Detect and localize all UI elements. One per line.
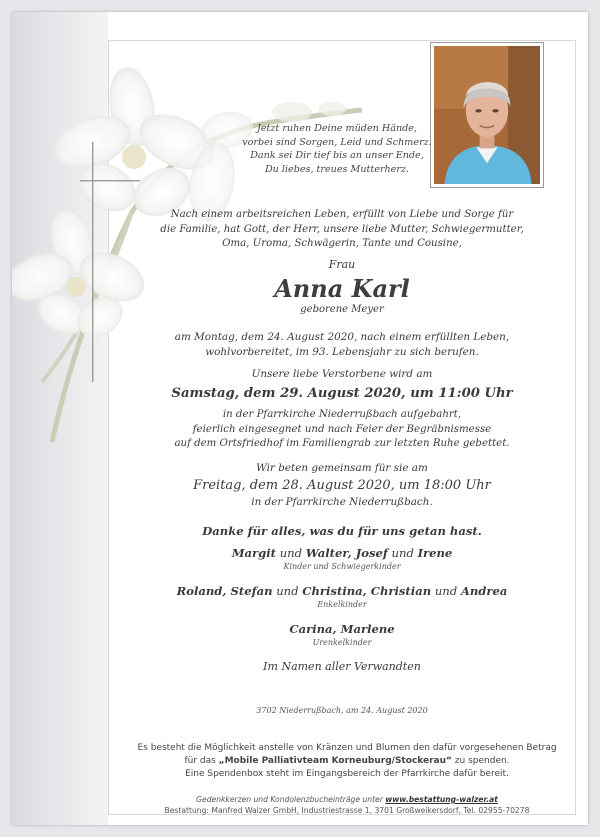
death-notice	[122, 330, 562, 359]
family-member-names: Irene	[417, 546, 453, 560]
donation-text: zu spenden.	[451, 756, 510, 766]
family-member-names: Margit	[231, 546, 277, 560]
funeral-line: feierlich eingesegnet und nach Feier der Begräbnismesse	[192, 423, 492, 435]
family-children	[122, 546, 562, 560]
place-date: 3702 Niederrußbach, am 24. August 2020	[256, 706, 428, 715]
footer	[122, 794, 572, 816]
family-connector: und	[387, 546, 418, 560]
funeral-intro: Unsere liebe Verstorbene wird am	[251, 368, 433, 380]
family-great-grandchildren-role: Urenkelkinder	[312, 638, 372, 647]
funeral-line: auf dem Ortsfriedhof im Familiengrab zur letzten Ruhe gebettet.	[174, 438, 510, 449]
family-grandchildren	[122, 584, 562, 598]
intro-line: die Familie, hat Gott, der Herr, unsere liebe Mutter, Schwiegermutter,	[160, 223, 524, 235]
family-member-names: Carina, Marlene	[289, 622, 395, 636]
verse-line: Jetzt ruhen Deine müden Hände,	[257, 123, 417, 134]
donation-text: für das	[184, 756, 219, 766]
donation-line: Eine Spendenbox steht im Eingangsbereich der Pfarrkirche dafür bereit.	[185, 769, 509, 779]
family-member-names: Walter, Josef	[305, 546, 388, 560]
family-connector: und	[431, 584, 461, 598]
intro-text	[122, 208, 562, 252]
footer-line	[122, 794, 572, 805]
family-connector: und	[276, 546, 306, 560]
deceased-name: Anna Karl	[274, 274, 410, 303]
family-member-names: Christina, Christian	[302, 584, 432, 598]
obituary-card	[12, 12, 588, 825]
footer-lead: Gedenkkerzen und Kondolenzbucheinträge unter	[196, 795, 386, 804]
family-children-role: Kinder und Schwiegerkinder	[283, 562, 401, 571]
family-connector: und	[272, 584, 303, 598]
donation-line: Es besteht die Möglichkeit anstelle von Kränzen und Blumen den dafür vorgesehenen Betrag	[137, 743, 557, 753]
thanks-line: Danke für alles, was du für uns getan hast.	[202, 524, 482, 538]
funeral-line: in der Pfarrkirche Niederrußbach aufgebahrt,	[222, 409, 462, 420]
verse-line: Du liebes, treues Mutterherz.	[264, 163, 410, 175]
verse-line: vorbei sind Sorgen, Leid und Schmerz.	[242, 136, 432, 148]
donation-notice	[122, 742, 572, 781]
intro-line: Nach einem arbeitsreichen Leben, erfüllt von Liebe und Sorge für	[170, 209, 514, 220]
family-member-names: Andrea	[460, 584, 508, 598]
website-link[interactable]: www.bestattung-walzer.at	[385, 795, 498, 804]
intro-line: Oma, Uroma, Schwägerin, Tante und Cousine,	[222, 238, 462, 249]
donation-line	[122, 755, 572, 768]
funeral-details	[122, 408, 562, 452]
family-great-grandchildren	[122, 622, 562, 636]
family-grandchildren-role: Enkelkinder	[317, 600, 367, 609]
verse-line: Dank sei Dir tief bis an unser Ende,	[250, 150, 424, 161]
funeral-home-info: Bestattung: Manfred Walzer GmbH, Industriestrasse 1, 3701 Großweikersdorf, Tel. 02955-70278	[164, 806, 530, 815]
prayer-date: Freitag, dem 28. August 2020, um 18:00 Uhr	[193, 478, 491, 493]
birth-name: geborene Meyer	[300, 304, 384, 315]
funeral-date: Samstag, dem 29. August 2020, um 11:00 Uhr	[171, 386, 513, 401]
salutation: Frau	[328, 258, 356, 271]
relatives-line: Im Namen aller Verwandten	[263, 660, 421, 673]
death-line: am Montag, dem 24. August 2020, nach einem erfüllten Leben,	[174, 331, 510, 343]
prayer-intro: Wir beten gemeinsam für sie am	[256, 462, 428, 474]
death-line: wohlvorbereitet, im 93. Lebensjahr zu sich berufen.	[205, 345, 479, 358]
family-member-names: Roland, Stefan	[176, 584, 273, 598]
prayer-place: in der Pfarrkirche Niederrußbach.	[251, 496, 433, 508]
memorial-verse	[222, 122, 452, 176]
donation-recipient: „Mobile Palliativteam Korneuburg/Stockerau“	[218, 756, 452, 766]
